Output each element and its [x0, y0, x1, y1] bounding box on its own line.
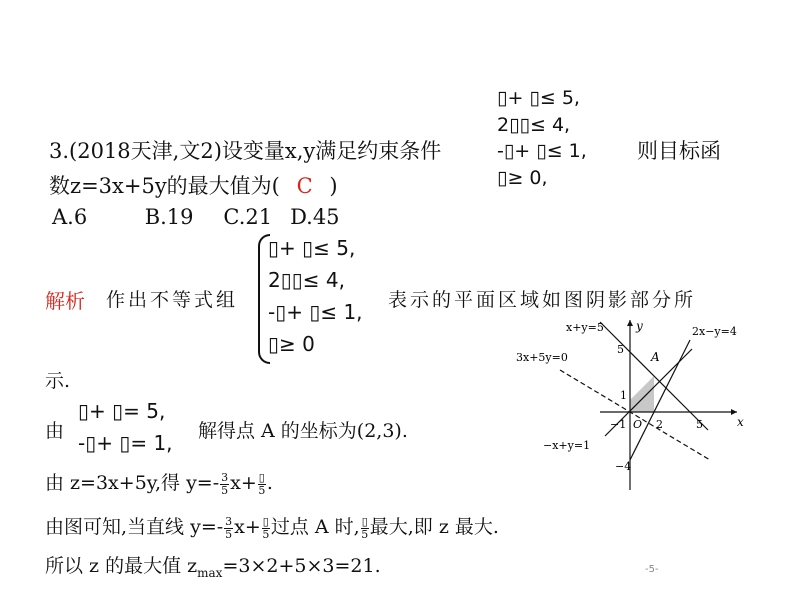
- line3-c: .: [266, 472, 273, 494]
- line4-c: 过点 A 时,: [270, 516, 360, 538]
- line5-end: =3×2+5×3=21.: [222, 555, 381, 577]
- solve-text: 解得点 A 的坐标为(2,3).: [198, 420, 408, 442]
- system-ineq-4: ▯≥ 0: [268, 332, 315, 356]
- tick-x-2: 2: [656, 418, 663, 431]
- line4-a: 由图可知,当直线 y=-: [45, 516, 224, 538]
- question-line-1: 3.(2018天津,文2)设变量x,y满足约束条件: [49, 139, 442, 163]
- tick-x-5: 5: [696, 418, 703, 431]
- line-x-plus-y-5: [600, 322, 708, 430]
- solution-label: 解析: [45, 289, 85, 313]
- tick-y-5: 5: [617, 343, 624, 356]
- option-c: C.21: [223, 205, 273, 229]
- label-2x-minus-y-4: 2x−y=4: [692, 325, 737, 338]
- option-b: B.19: [144, 205, 194, 229]
- label-y-axis: y: [636, 319, 643, 333]
- frac-c-num: 3: [225, 514, 233, 528]
- line5-sub: max: [197, 565, 223, 580]
- y-axis-arrow: [627, 320, 633, 326]
- solution-intro: 作出不等式组: [106, 289, 239, 311]
- solution-line-3: [45, 468, 273, 497]
- frac-c: [224, 516, 233, 541]
- constraint-1: ▯+ ▯≤ 5,: [497, 87, 580, 109]
- question-line-2: [49, 170, 338, 200]
- system-ineq-1: ▯+ ▯≤ 5,: [268, 236, 356, 260]
- frac-b: [258, 472, 266, 497]
- system-ineq-3: -▯+ ▯≤ 1,: [268, 300, 363, 324]
- frac-b-den: 5: [258, 483, 266, 497]
- frac-e: [361, 516, 369, 541]
- solution-intro-tail: 表示的平面区域如图阴影部分所: [388, 289, 697, 311]
- frac-d-den: 5: [262, 527, 270, 541]
- answer-choice: C: [296, 174, 313, 198]
- frac-d: [262, 516, 270, 541]
- line5-text: 所以 z 的最大值 z: [45, 555, 198, 577]
- label-3x-5y-0: 3x+5y=0: [516, 351, 568, 364]
- solution-line-5: [45, 551, 381, 580]
- constraint-4: ▯≥ 0,: [497, 166, 548, 189]
- system-ineq-2: 2▯▯≤ 4,: [268, 268, 345, 292]
- solution-system: [268, 232, 363, 360]
- frac-d-num: ▯: [262, 514, 269, 528]
- constraint-2: 2▯▯≤ 4,: [497, 113, 571, 136]
- question-line-2-text: 数z=3x+5y的最大值为(: [49, 174, 280, 198]
- frac-b-num: ▯: [258, 470, 265, 484]
- solution-intro-end: 示.: [45, 370, 71, 392]
- option-a: A.6: [52, 205, 88, 229]
- line3-b: x+: [230, 472, 257, 494]
- frac-a-num: 3: [221, 470, 229, 484]
- eq-system: [78, 395, 173, 459]
- label-origin: O: [633, 418, 643, 431]
- feasible-region-graph: [505, 315, 765, 495]
- question-tail: 则目标函: [637, 139, 721, 163]
- label-x-plus-y-5: x+y=5: [566, 321, 604, 334]
- page-number: -5-: [645, 564, 659, 575]
- label-neg-x-plus-y-1: −x+y=1: [543, 439, 591, 452]
- frac-a-den: 5: [221, 483, 229, 497]
- option-d: D.45: [290, 205, 340, 229]
- tick-y-neg4: −4: [615, 460, 632, 473]
- eq-brace: [68, 396, 78, 460]
- line3-a: 由 z=3x+5y,得 y=-: [45, 472, 220, 494]
- constraint-3: -▯+ ▯≤ 1,: [497, 140, 587, 162]
- line4-d: 最大,即 z 最大.: [369, 516, 499, 538]
- question-line-2-close: ): [329, 174, 338, 198]
- question-constraints: [497, 85, 587, 191]
- eq-2: -▯+ ▯= 1,: [78, 431, 173, 455]
- tick-y-1: 1: [620, 389, 627, 402]
- frac-c-den: 5: [225, 527, 233, 541]
- solution-by-1: 由: [45, 420, 65, 442]
- frac-a: [220, 472, 229, 497]
- tick-x-neg1: −1: [610, 418, 627, 431]
- frac-e-num: ▯: [361, 514, 368, 528]
- solution-line-4: [45, 512, 499, 541]
- frac-e-den: 5: [361, 527, 369, 541]
- line4-b: x+: [234, 516, 261, 538]
- label-point-A: A: [651, 350, 660, 364]
- options-row: [52, 205, 340, 229]
- eq-1: ▯+ ▯= 5,: [78, 399, 166, 423]
- label-x-axis: x: [737, 415, 744, 429]
